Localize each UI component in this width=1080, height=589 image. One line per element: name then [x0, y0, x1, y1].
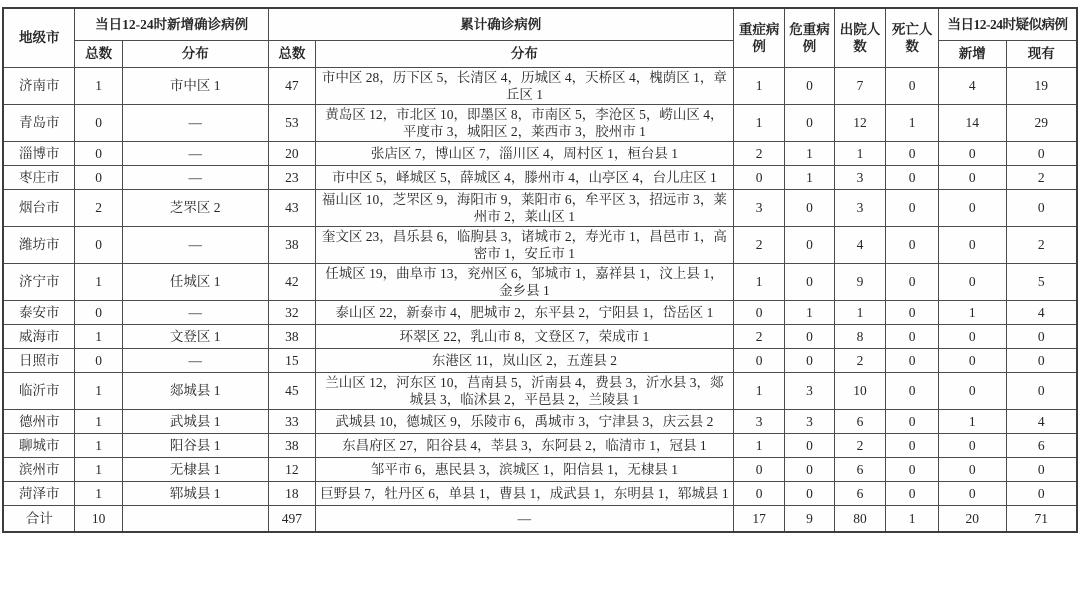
cell-new-total: 2 — [75, 189, 122, 226]
cell-suspected-new: 0 — [938, 226, 1006, 263]
cell-suspected-existing: 6 — [1006, 433, 1077, 457]
cell-city: 枣庄市 — [3, 165, 75, 189]
cell-city: 菏泽市 — [3, 481, 75, 505]
cell-new-total: 1 — [75, 457, 122, 481]
cell-cumulative-total: 38 — [268, 226, 315, 263]
cell-cumulative-distribution: 武城县 10，德城区 9，乐陵市 6，禹城市 3，宁津县 3，庆云县 2 — [316, 409, 734, 433]
cell-discharged: 80 — [834, 505, 886, 532]
col-header-suspected-existing: 现有 — [1006, 40, 1077, 67]
cell-cumulative-distribution: 市中区 5，峄城区 5，薛城区 4，滕州市 4，山亭区 4，台儿庄区 1 — [316, 165, 734, 189]
table-row — [3, 300, 1077, 324]
cell-new-distribution: — — [122, 104, 268, 141]
cell-cumulative-total: 18 — [268, 481, 315, 505]
cell-suspected-new: 0 — [938, 433, 1006, 457]
cell-city: 滨州市 — [3, 457, 75, 481]
cell-cumulative-total: 33 — [268, 409, 315, 433]
cell-cumulative-distribution: 任城区 19，曲阜市 13，兖州区 6，邹城市 1，嘉祥县 1，汶上县 1，金乡县 1 — [316, 263, 734, 300]
cell-cumulative-distribution: 市中区 28，历下区 5，长清区 4，历城区 4，天桥区 4，槐荫区 1，章丘区 1 — [316, 67, 734, 104]
cell-severe: 0 — [733, 165, 785, 189]
col-header-city: 地级市 — [3, 8, 75, 67]
cell-critical: 0 — [785, 457, 834, 481]
cell-new-distribution: 郯城县 1 — [122, 372, 268, 409]
cell-severe: 3 — [733, 189, 785, 226]
table-row — [3, 67, 1077, 104]
cell-deaths: 0 — [886, 141, 939, 165]
cell-discharged: 6 — [834, 409, 886, 433]
table-row — [3, 104, 1077, 141]
cell-cumulative-distribution: 邹平市 6，惠民县 3，滨城区 1，阳信县 1，无棣县 1 — [316, 457, 734, 481]
cell-discharged: 3 — [834, 165, 886, 189]
col-header-cumulative-total: 总数 — [268, 40, 315, 67]
cell-suspected-new: 0 — [938, 189, 1006, 226]
cell-cumulative-distribution: 东昌府区 27，阳谷县 4，莘县 3，东阿县 2，临清市 1，冠县 1 — [316, 433, 734, 457]
cell-discharged: 8 — [834, 324, 886, 348]
cell-new-total: 1 — [75, 263, 122, 300]
cell-critical: 9 — [785, 505, 834, 532]
cell-new-total: 0 — [75, 300, 122, 324]
cell-cumulative-distribution: 兰山区 12，河东区 10，莒南县 5，沂南县 4，费县 3，沂水县 3，郯城县 3，临沭县 2，平邑县 2，兰陵县 1 — [316, 372, 734, 409]
cell-new-distribution: 武城县 1 — [122, 409, 268, 433]
cell-suspected-existing: 29 — [1006, 104, 1077, 141]
cell-city: 烟台市 — [3, 189, 75, 226]
cell-suspected-new: 0 — [938, 263, 1006, 300]
cell-cumulative-distribution: 泰山区 22，新泰市 4，肥城市 2，东平县 2，宁阳县 1，岱岳区 1 — [316, 300, 734, 324]
cell-new-total: 0 — [75, 141, 122, 165]
cell-new-total: 1 — [75, 67, 122, 104]
cell-deaths: 0 — [886, 409, 939, 433]
col-header-new-total: 总数 — [75, 40, 122, 67]
cell-severe: 0 — [733, 457, 785, 481]
cell-suspected-existing: 0 — [1006, 372, 1077, 409]
col-header-deaths: 死亡人数 — [886, 8, 939, 67]
cell-critical: 1 — [785, 165, 834, 189]
cell-suspected-new: 0 — [938, 324, 1006, 348]
cell-cumulative-distribution: 环翠区 22，乳山市 8，文登区 7，荣成市 1 — [316, 324, 734, 348]
col-header-suspected-new: 新增 — [938, 40, 1006, 67]
cell-deaths: 0 — [886, 481, 939, 505]
cell-suspected-existing: 71 — [1006, 505, 1077, 532]
cell-discharged: 1 — [834, 300, 886, 324]
cell-cumulative-total: 53 — [268, 104, 315, 141]
cell-severe: 1 — [733, 67, 785, 104]
cell-discharged: 1 — [834, 141, 886, 165]
cell-cumulative-total: 23 — [268, 165, 315, 189]
table-row — [3, 165, 1077, 189]
cell-deaths: 0 — [886, 300, 939, 324]
cell-cumulative-total: 43 — [268, 189, 315, 226]
cell-critical: 0 — [785, 324, 834, 348]
table-row — [3, 141, 1077, 165]
cell-suspected-existing: 4 — [1006, 300, 1077, 324]
cell-cumulative-distribution: 张店区 7，博山区 7，淄川区 4，周村区 1，桓台县 1 — [316, 141, 734, 165]
cell-suspected-existing: 4 — [1006, 409, 1077, 433]
cell-critical: 3 — [785, 409, 834, 433]
cell-deaths: 1 — [886, 505, 939, 532]
cell-new-total: 1 — [75, 409, 122, 433]
cell-suspected-existing: 0 — [1006, 189, 1077, 226]
cell-suspected-existing: 5 — [1006, 263, 1077, 300]
table-row — [3, 263, 1077, 300]
cell-discharged: 12 — [834, 104, 886, 141]
cell-new-distribution: 阳谷县 1 — [122, 433, 268, 457]
cell-new-distribution: — — [122, 226, 268, 263]
cell-cumulative-total: 20 — [268, 141, 315, 165]
cell-severe: 2 — [733, 324, 785, 348]
cell-city: 青岛市 — [3, 104, 75, 141]
cell-discharged: 7 — [834, 67, 886, 104]
cell-discharged: 2 — [834, 433, 886, 457]
cell-critical: 1 — [785, 141, 834, 165]
col-group-new-confirmed: 当日12-24时新增确诊病例 — [75, 8, 268, 40]
cell-cumulative-total: 32 — [268, 300, 315, 324]
col-header-cumulative-distribution: 分布 — [316, 40, 734, 67]
cell-discharged: 6 — [834, 457, 886, 481]
table-row — [3, 226, 1077, 263]
cell-suspected-new: 0 — [938, 141, 1006, 165]
cell-suspected-new: 0 — [938, 372, 1006, 409]
cell-severe: 17 — [733, 505, 785, 532]
cell-new-total: 1 — [75, 324, 122, 348]
cell-cumulative-total: 12 — [268, 457, 315, 481]
cell-suspected-existing: 0 — [1006, 457, 1077, 481]
cell-suspected-existing: 2 — [1006, 165, 1077, 189]
cell-suspected-existing: 0 — [1006, 348, 1077, 372]
cell-cumulative-total: 38 — [268, 324, 315, 348]
cell-new-total: 1 — [75, 481, 122, 505]
cell-city: 威海市 — [3, 324, 75, 348]
cell-new-distribution: 任城区 1 — [122, 263, 268, 300]
cell-suspected-existing: 2 — [1006, 226, 1077, 263]
cell-city: 济宁市 — [3, 263, 75, 300]
cell-critical: 0 — [785, 189, 834, 226]
cell-severe: 0 — [733, 348, 785, 372]
cell-deaths: 0 — [886, 165, 939, 189]
cell-critical: 0 — [785, 348, 834, 372]
cell-cumulative-total: 47 — [268, 67, 315, 104]
cell-deaths: 0 — [886, 433, 939, 457]
cell-new-distribution: 市中区 1 — [122, 67, 268, 104]
cell-new-distribution: 芝罘区 2 — [122, 189, 268, 226]
cell-critical: 0 — [785, 481, 834, 505]
cell-new-total: 1 — [75, 433, 122, 457]
cell-suspected-new: 1 — [938, 300, 1006, 324]
cell-critical: 0 — [785, 226, 834, 263]
cell-severe: 3 — [733, 409, 785, 433]
cell-suspected-new: 14 — [938, 104, 1006, 141]
table-row — [3, 433, 1077, 457]
cell-city: 德州市 — [3, 409, 75, 433]
cell-deaths: 1 — [886, 104, 939, 141]
cell-critical: 0 — [785, 433, 834, 457]
cell-cumulative-distribution: 黄岛区 12，市北区 10，即墨区 8，市南区 5，李沧区 5，崂山区 4，平度市 3，城阳区 2，莱西市 3，胶州市 1 — [316, 104, 734, 141]
table-row — [3, 324, 1077, 348]
cell-deaths: 0 — [886, 324, 939, 348]
cell-discharged: 9 — [834, 263, 886, 300]
cell-suspected-existing: 0 — [1006, 324, 1077, 348]
cell-suspected-new: 0 — [938, 457, 1006, 481]
covid-city-stats-table — [2, 7, 1078, 533]
cell-discharged: 2 — [834, 348, 886, 372]
cell-cumulative-total: 497 — [268, 505, 315, 532]
cell-cumulative-distribution: 福山区 10，芝罘区 9，海阳市 9，莱阳市 6，牟平区 3，招远市 3，莱州市 2，莱山区 1 — [316, 189, 734, 226]
cell-discharged: 4 — [834, 226, 886, 263]
cell-deaths: 0 — [886, 263, 939, 300]
table-row — [3, 372, 1077, 409]
cell-severe: 0 — [733, 481, 785, 505]
cell-cumulative-distribution: — — [316, 505, 734, 532]
col-header-severe-cases: 重症病例 — [733, 8, 785, 67]
cell-severe: 1 — [733, 104, 785, 141]
cell-cumulative-distribution: 巨野县 7，牡丹区 6，单县 1，曹县 1，成武县 1，东明县 1，郓城县 1 — [316, 481, 734, 505]
cell-new-total: 1 — [75, 372, 122, 409]
cell-new-distribution: — — [122, 141, 268, 165]
cell-new-total: 0 — [75, 226, 122, 263]
cell-city: 聊城市 — [3, 433, 75, 457]
cell-new-total: 10 — [75, 505, 122, 532]
col-group-suspected: 当日12-24时疑似病例 — [938, 8, 1077, 40]
cell-critical: 0 — [785, 263, 834, 300]
cell-deaths: 0 — [886, 67, 939, 104]
cell-new-total: 0 — [75, 104, 122, 141]
cell-severe: 1 — [733, 433, 785, 457]
cell-deaths: 0 — [886, 226, 939, 263]
cell-critical: 0 — [785, 104, 834, 141]
cell-suspected-new: 4 — [938, 67, 1006, 104]
cell-suspected-existing: 0 — [1006, 141, 1077, 165]
table-body — [3, 67, 1077, 532]
cell-deaths: 0 — [886, 189, 939, 226]
cell-suspected-existing: 0 — [1006, 481, 1077, 505]
cell-suspected-new: 0 — [938, 165, 1006, 189]
cell-city: 淄博市 — [3, 141, 75, 165]
cell-city: 潍坊市 — [3, 226, 75, 263]
cell-new-distribution: 郓城县 1 — [122, 481, 268, 505]
cell-new-distribution: — — [122, 300, 268, 324]
col-group-cumulative-confirmed: 累计确诊病例 — [268, 8, 733, 40]
cell-deaths: 0 — [886, 457, 939, 481]
cell-severe: 1 — [733, 263, 785, 300]
table-row — [3, 457, 1077, 481]
cell-new-distribution: 文登区 1 — [122, 324, 268, 348]
cell-city: 泰安市 — [3, 300, 75, 324]
cell-critical: 3 — [785, 372, 834, 409]
cell-suspected-new: 0 — [938, 481, 1006, 505]
cell-discharged: 6 — [834, 481, 886, 505]
cell-new-distribution: 无棣县 1 — [122, 457, 268, 481]
cell-suspected-new: 0 — [938, 348, 1006, 372]
cell-new-distribution: — — [122, 165, 268, 189]
table-row — [3, 189, 1077, 226]
col-header-new-distribution: 分布 — [122, 40, 268, 67]
cell-cumulative-distribution: 奎文区 23，昌乐县 6，临朐县 3，诸城市 2，寿光市 1，昌邑市 1，高密市 1，安丘市 1 — [316, 226, 734, 263]
cell-discharged: 10 — [834, 372, 886, 409]
cell-new-distribution — [122, 505, 268, 532]
cell-city: 合计 — [3, 505, 75, 532]
cell-severe: 0 — [733, 300, 785, 324]
table-row — [3, 409, 1077, 433]
cell-cumulative-total: 38 — [268, 433, 315, 457]
cell-suspected-existing: 19 — [1006, 67, 1077, 104]
cell-suspected-new: 1 — [938, 409, 1006, 433]
cell-severe: 2 — [733, 141, 785, 165]
total-row — [3, 505, 1077, 532]
cell-severe: 1 — [733, 372, 785, 409]
col-header-discharged: 出院人数 — [834, 8, 886, 67]
cell-city: 临沂市 — [3, 372, 75, 409]
cell-suspected-new: 20 — [938, 505, 1006, 532]
cell-severe: 2 — [733, 226, 785, 263]
table-header — [3, 8, 1077, 67]
cell-critical: 1 — [785, 300, 834, 324]
table-row — [3, 481, 1077, 505]
cell-cumulative-total: 45 — [268, 372, 315, 409]
cell-deaths: 0 — [886, 372, 939, 409]
cell-cumulative-total: 42 — [268, 263, 315, 300]
cell-deaths: 0 — [886, 348, 939, 372]
cell-cumulative-total: 15 — [268, 348, 315, 372]
cell-city: 日照市 — [3, 348, 75, 372]
cell-discharged: 3 — [834, 189, 886, 226]
cell-critical: 0 — [785, 67, 834, 104]
table-row — [3, 348, 1077, 372]
cell-new-distribution: — — [122, 348, 268, 372]
cell-new-total: 0 — [75, 165, 122, 189]
col-header-critical-cases: 危重病例 — [785, 8, 834, 67]
cell-city: 济南市 — [3, 67, 75, 104]
cell-cumulative-distribution: 东港区 11，岚山区 2，五莲县 2 — [316, 348, 734, 372]
cell-new-total: 0 — [75, 348, 122, 372]
